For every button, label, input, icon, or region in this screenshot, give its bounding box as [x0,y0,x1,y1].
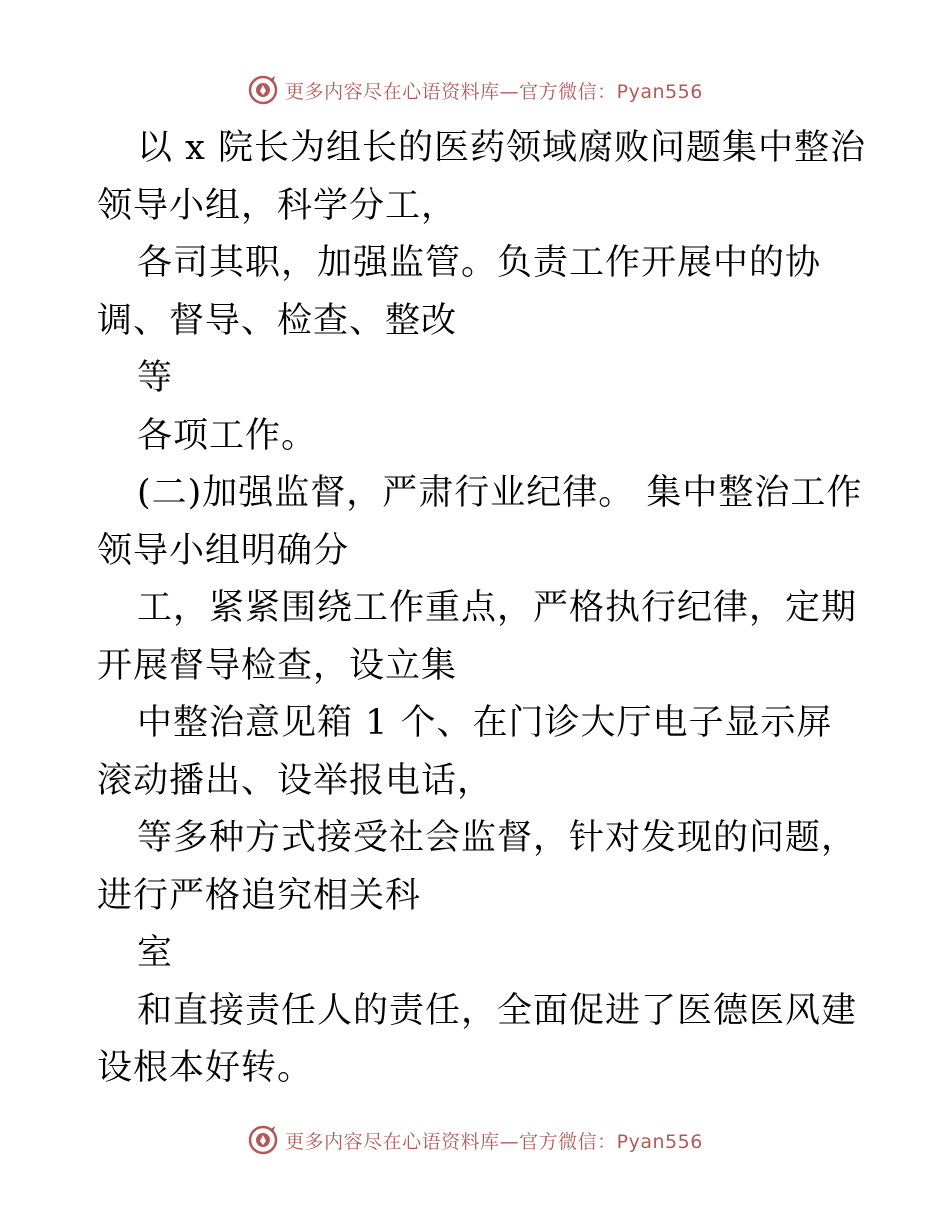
paragraph-1: 以 x 院长为组长的医药领域腐败问题集中整治领导小组，科学分工， [97,128,866,226]
paragraph-10: 和直接责任人的责任，全面促进了医德医风建设根本好转。 [97,990,858,1088]
paragraph-7: 中整治意见箱 1 个、在门诊大厅电子显示屏滚动播出、设举报电话， [97,703,833,801]
paragraph-8: 等多种方式接受社会监督，针对发现的问题，进行严格追究相关科 [97,818,858,916]
paragraph-3: 等 [137,358,174,398]
paragraph-4: 各项工作。 [137,415,318,456]
pen-nib-circle-icon [247,1124,279,1156]
paragraph-2: 各司其职，加强监管。负责工作开展中的协调、督导、检查、整改 [97,243,822,341]
paragraph-6: 工，紧紧围绕工作重点，严格执行纪律，定期开展督导检查，设立集 [97,588,858,686]
header-watermark-banner [0,70,950,110]
paragraph-9: 室 [137,933,174,973]
footer-watermark-banner [0,1120,950,1160]
pen-nib-circle-icon [247,74,279,106]
header-watermark-text: 更多内容尽在心语资料库—官方微信：Pyan556 [285,80,703,103]
paragraph-5: (二)加强监督，严肃行业纪律。 集中整治工作领导小组明确分 [97,473,863,571]
document-body [97,120,867,1098]
footer-watermark-text: 更多内容尽在心语资料库—官方微信：Pyan556 [285,1130,703,1153]
